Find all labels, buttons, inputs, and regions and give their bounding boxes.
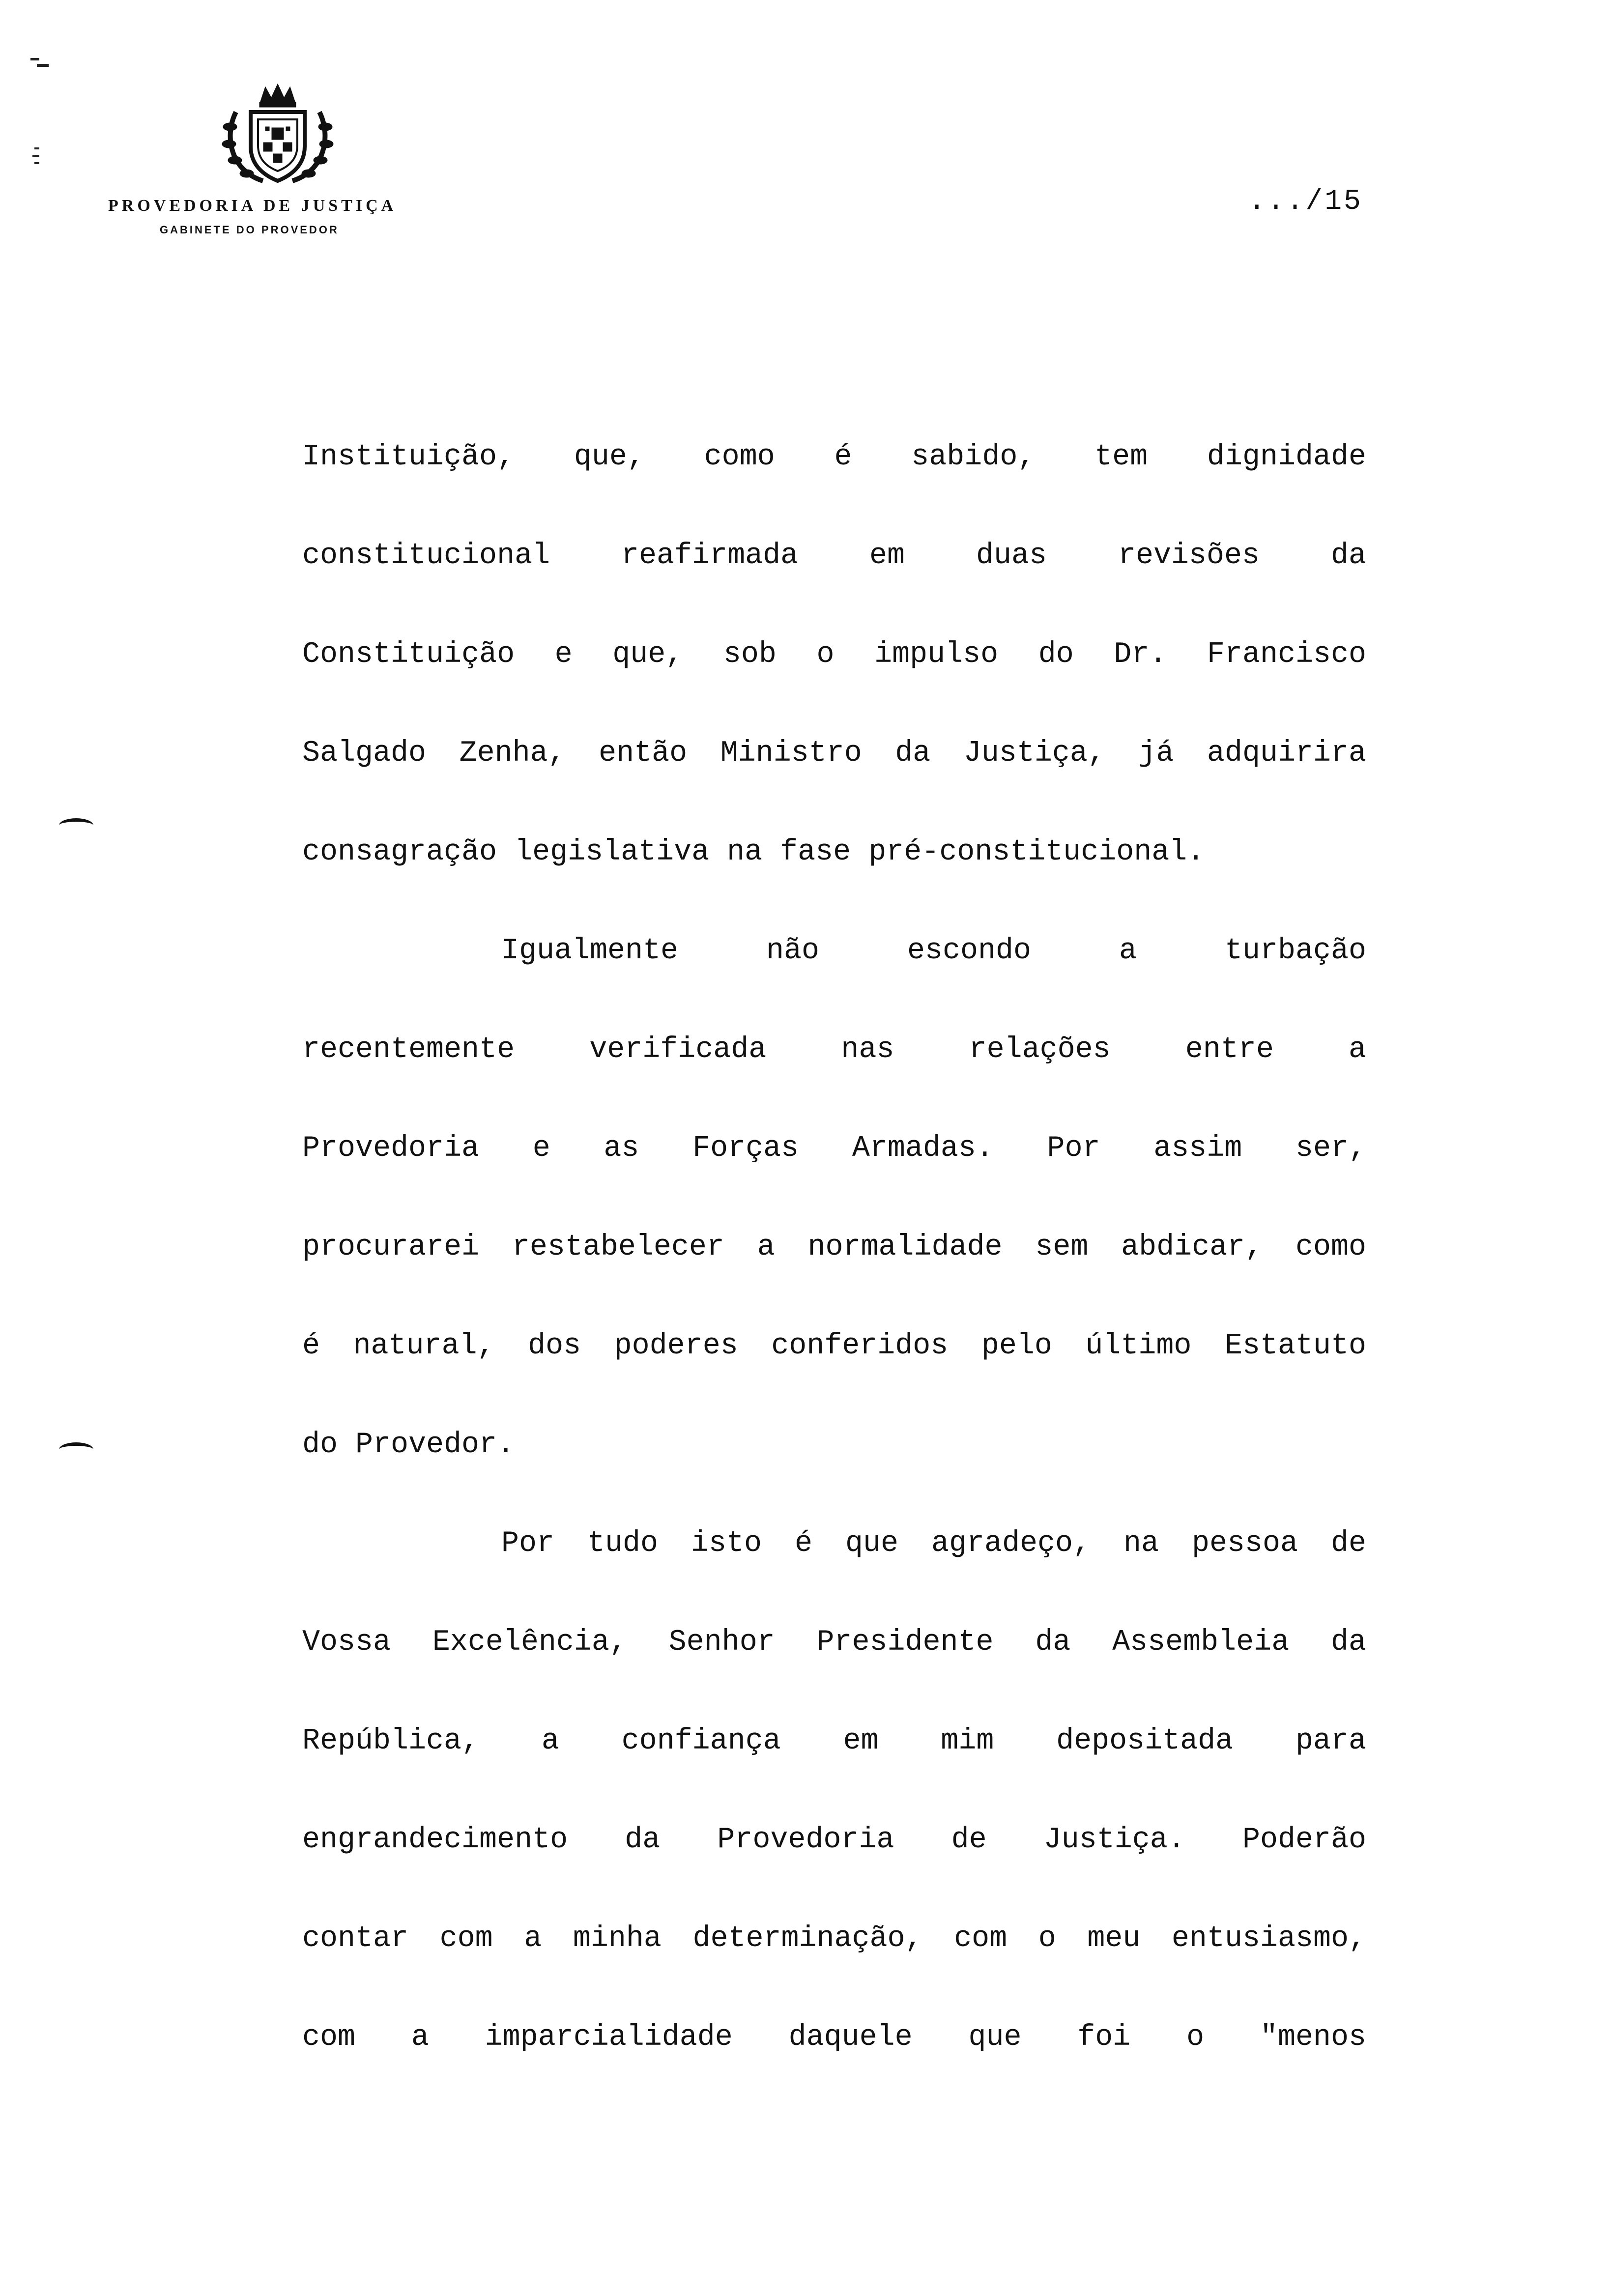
text-line: Por tudo isto é que agradeço, na pessoa de: [501, 1527, 1366, 1560]
text-line: Instituição, que, como é sabido, tem dignidade: [302, 440, 1366, 474]
text-line: Vossa Excelência, Senhor Presidente da Assembleia da: [302, 1626, 1366, 1659]
text-line: com a imparcialidade daquele que foi o "menos: [302, 2021, 1366, 2054]
organization-subtitle: GABINETE DO PROVEDOR: [160, 224, 339, 236]
scan-mark: [37, 64, 49, 67]
paragraph-1: [302, 408, 1366, 902]
text-line: consagração legislativa na fase pré-constitucional.: [302, 835, 1205, 869]
text-line: Constituição e que, sob o impulso do Dr. Francisco: [302, 638, 1366, 671]
punch-hole-mark: [59, 1442, 93, 1457]
text-line: Salgado Zenha, então Ministro da Justiça, já adquirira: [302, 737, 1366, 770]
paragraph-2: [302, 902, 1366, 1494]
text-line: República, a confiança em mim depositada para: [302, 1724, 1366, 1758]
organization-name: PROVEDORIA DE JUSTIÇA: [108, 197, 397, 215]
text-line: recentemente verificada nas relações entre a: [302, 1033, 1366, 1066]
text-line: constitucional reafirmada em duas revisões da: [302, 539, 1366, 573]
scan-mark: [34, 162, 39, 164]
coat-of-arms-icon: [216, 83, 339, 191]
text-line: Igualmente não escondo a turbação: [501, 934, 1366, 968]
letter-body: [302, 408, 1366, 2087]
text-line: Provedoria e as Forças Armadas. Por assim ser,: [302, 1132, 1366, 1165]
page-number: .../15: [1248, 186, 1363, 218]
text-line: procurarei restabelecer a normalidade sem abdicar, como: [302, 1231, 1366, 1264]
scan-mark: [32, 155, 39, 157]
text-line: contar com a minha determinação, com o meu entusiasmo,: [302, 1922, 1366, 1955]
text-line: é natural, dos poderes conferidos pelo último Estatuto: [302, 1329, 1366, 1363]
text-line: do Provedor.: [302, 1428, 515, 1462]
scan-mark: [30, 58, 39, 60]
text-line: engrandecimento da Provedoria de Justiça. Poderão: [302, 1823, 1366, 1857]
scan-mark: [34, 147, 39, 149]
punch-hole-mark: [59, 818, 93, 832]
paragraph-3: [302, 1494, 1366, 2087]
